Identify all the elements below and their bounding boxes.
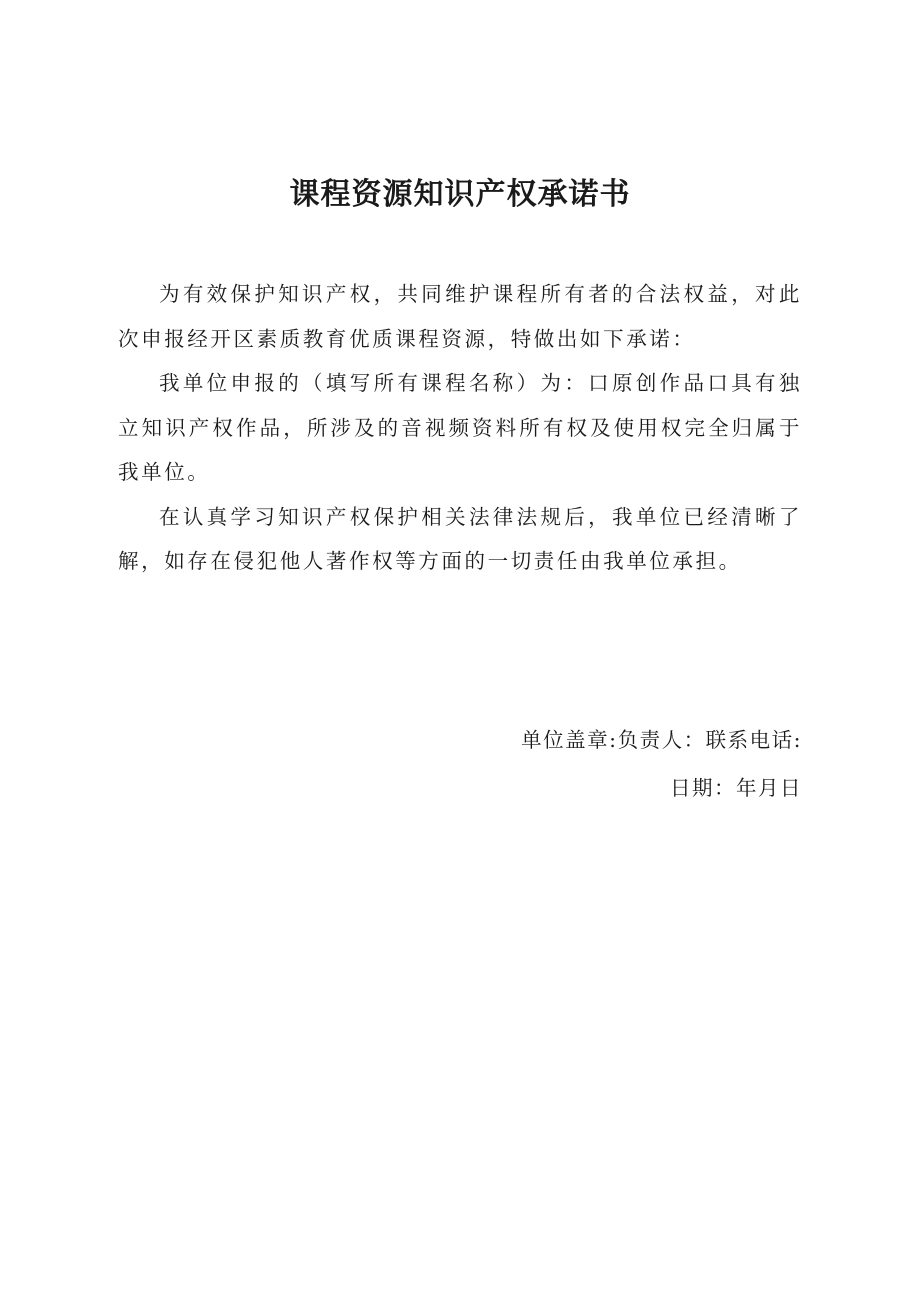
paragraph-responsibility: 在认真学习知识产权保护相关法律法规后，我单位已经清晰了解，如存在侵犯他人著作权等方面的一切责任由我单位承担。 [118, 504, 802, 573]
paragraph-declaration: 我单位申报的（填写所有课程名称）为：口原创作品口具有独立知识产权作品，所涉及的音视频资料所有权及使用权完全归属于我单位。 [118, 371, 802, 484]
signature-line: 单位盖章:负责人：联系电话: [521, 728, 802, 752]
date-line: 日期：年月日 [670, 776, 802, 800]
document-body [118, 272, 802, 584]
document-title: 课程资源知识产权承诺书 [289, 177, 631, 212]
paragraph-purpose: 为有效保护知识产权，共同维护课程所有者的合法权益，对此次申报经开区素质教育优质课程资源，特做出如下承诺： [118, 282, 802, 351]
